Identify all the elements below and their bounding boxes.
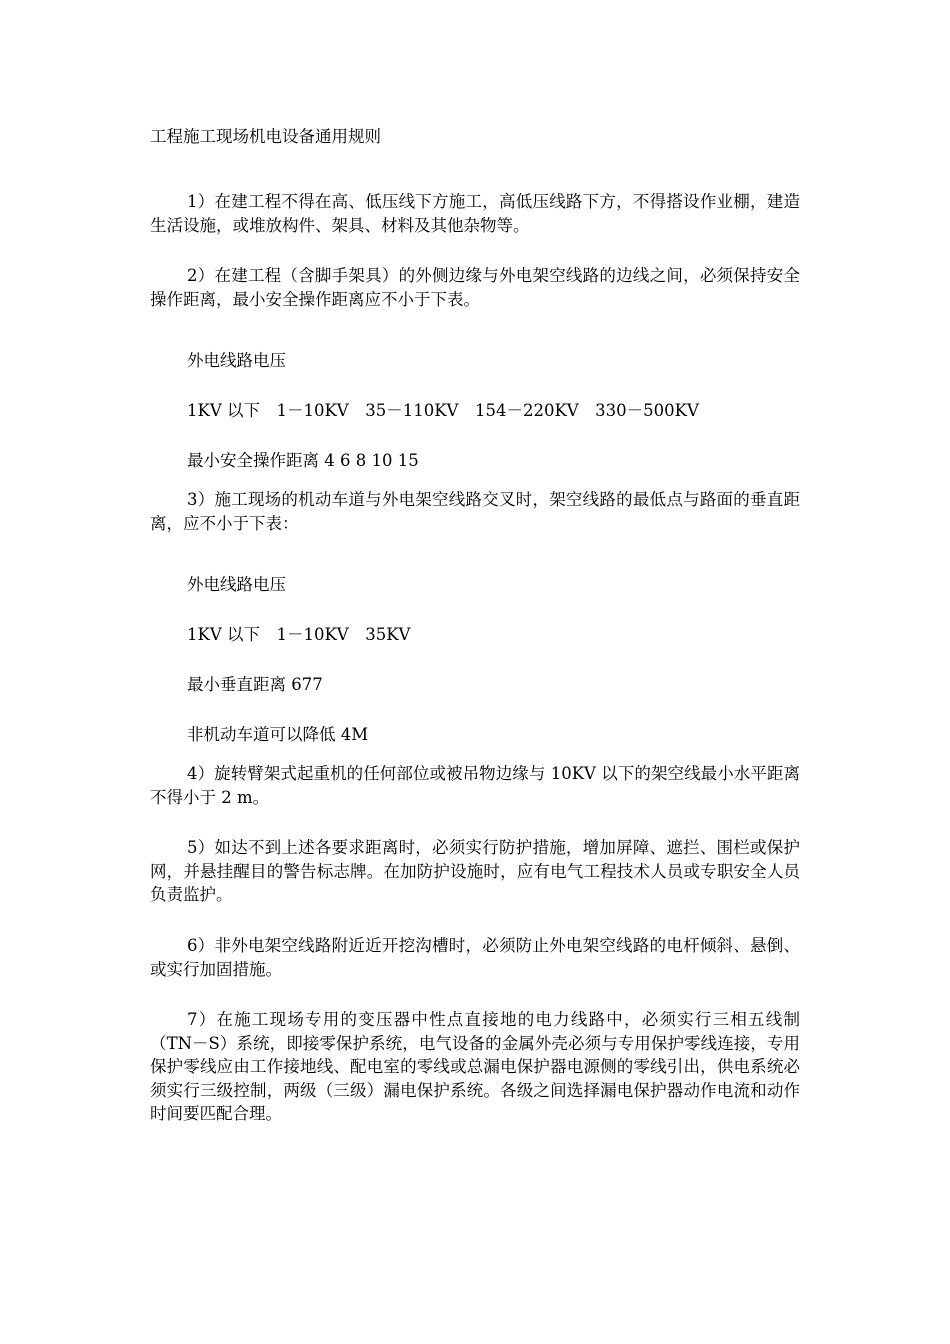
paragraph-1: 1）在建工程不得在高、低压线下方施工，高低压线路下方，不得搭设作业棚，建造生活设施，或堆放构件、架具、材料及其他杂物等。 <box>150 192 800 235</box>
paragraph-6: 6）非外电架空线路附近近开挖沟槽时，必须防止外电架空线路的电杆倾斜、悬倒、或实行加固措施。 <box>150 936 800 979</box>
table-1-distances: 最小安全操作距离 4 6 8 10 15 <box>187 451 419 470</box>
paragraph-3: 3）施工现场的机动车道与外电架空线路交叉时，架空线路的最低点与路面的垂直距离，应不小于下表： <box>150 490 800 533</box>
table-2-distances: 最小垂直距离 677 <box>187 675 323 694</box>
table-1-header: 外电线路电压 <box>187 351 286 370</box>
paragraph-4: 4）旋转臂架式起重机的任何部位或被吊物边缘与 10KV 以下的架空线最小水平距离不得小于 2 m。 <box>150 764 800 807</box>
table-2-header: 外电线路电压 <box>187 575 286 594</box>
paragraph-7: 7）在施工现场专用的变压器中性点直接地的电力线路中，必须实行三相五线制（TN－S）系统，即接零保护系统，电气设备的金属外壳必须与专用保护零线连接，专用保护零线应由工作接地线、配电室的零线或总漏电保护器电源侧的零线引出，供电系统必须实行三级控制，两级（三级）漏电保护系统。各级之间选择漏电保护器动作电流和动作时间要匹配合理。 <box>150 1010 800 1123</box>
paragraph-2: 2）在建工程（含脚手架具）的外侧边缘与外电架空线路的边线之间，必须保持安全操作距离，最小安全操作距离应不小于下表。 <box>150 266 800 309</box>
table-2-note: 非机动车道可以降低 4M <box>187 725 369 744</box>
document-title: 工程施工现场机电设备通用规则 <box>150 127 381 146</box>
paragraph-5: 5）如达不到上述各要求距离时，必须实行防护措施，增加屏障、遮拦、围栏或保护网，并悬挂醒目的警告标志牌。在加防护设施时，应有电气工程技术人员或专职安全人员负责监护。 <box>150 838 800 904</box>
table-1-voltages: 1KV 以下 1－10KV 35－110KV 154－220KV 330－500KV <box>187 401 699 420</box>
table-2-voltages: 1KV 以下 1－10KV 35KV <box>187 625 411 644</box>
